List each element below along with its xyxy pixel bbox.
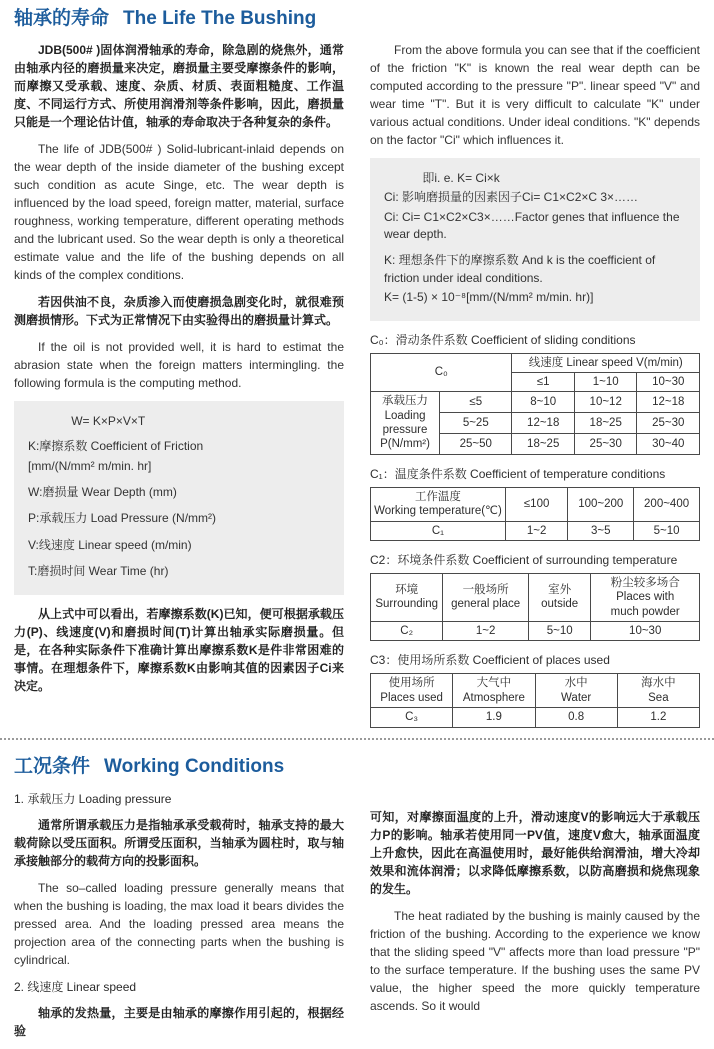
c3-value: 0.8 [535, 708, 617, 727]
c1-label-cell [371, 487, 506, 521]
c1-row-label: C₁ [371, 521, 506, 540]
c2-header-cell [591, 573, 700, 621]
c3-header-cn: 水中 [564, 677, 588, 690]
table-row [371, 487, 700, 521]
c3-header-cell [617, 674, 699, 708]
table-row [371, 392, 700, 413]
formula-t-line: T:磨损时间 Wear Time (hr) [28, 564, 169, 579]
factor-line-ci-en: Ci: Ci= C1×C2×C3×……Factor genes that influence the wear depth. [384, 209, 680, 241]
formula-w-line: W:磨损量 Wear Depth (mm) [28, 484, 177, 499]
c1-label-en: Working temperature(℃) [374, 505, 502, 518]
paragraph-loading-pressure-cn: 通常所谓承载压力是指轴承承受载荷时，轴承支持的最大载荷除以受压面积。所谓受压面积，当轴承为圆柱时，取与轴承接触部分的载荷方向的投影面积。 [14, 818, 344, 869]
c0-cell: 25~30 [574, 433, 637, 454]
c0-cell: 25~30 [637, 413, 700, 434]
c3-header-cell [535, 674, 617, 708]
paragraph-loading-pressure-en: The so–called loading pressure generally means that when the bushing is loading, the max load it bears divides the pressed area. And the loading pressed area means the projection area of the connecting parts when the bushing is cylindrical. [14, 881, 344, 968]
table-row [371, 708, 700, 727]
c1-value: 1~2 [505, 521, 568, 540]
c3-header-en: Water [561, 691, 592, 704]
c0-cell: 18~25 [574, 413, 637, 434]
table-c3 [370, 673, 700, 727]
c0-speed-col: 1~10 [574, 372, 637, 391]
section2-title-en: Working Conditions [104, 755, 285, 777]
c0-pressure-label [371, 392, 440, 455]
section2-columns [14, 788, 700, 1049]
c2-header-en: general place [451, 598, 521, 611]
table-row [371, 622, 700, 641]
c1-col: 100~200 [568, 487, 634, 521]
section1-title [14, 8, 700, 31]
c0-cell: 12~18 [637, 392, 700, 413]
section2-title-cn: 工况条件 [14, 755, 91, 777]
c3-header-cn: 使用场所 [388, 677, 435, 690]
table-c1-title: C₁：温度条件系数 Coefficient of temperature conditions [370, 466, 666, 481]
c2-header-cell [528, 573, 591, 621]
section2-left-column [14, 788, 344, 1049]
c1-value: 3~5 [568, 521, 634, 540]
item-heading-linear-speed: 2. 线速度 Linear speed [14, 980, 137, 995]
c3-header-cell [371, 674, 453, 708]
c0-corner-cell: C₀ [371, 353, 512, 392]
item-heading-loading-pressure: 1. 承载压力 Loading pressure [14, 792, 172, 807]
c2-header-en: Places with [616, 591, 675, 604]
paragraph-speed-effect-cn: 可知，对摩擦面温度的上升，滑动速度V的影响远大于承载压力P的影响。轴承若使用同一PV值，速度V愈大，轴承面温度上升愈快，因此在高温使用时，最好能供给润滑油，增大冷却效果和流体润滑；以求降低摩擦系数，以防高磨损和烧焦现象的发生。 [370, 810, 700, 897]
table-row [371, 674, 700, 708]
paragraph-life-intro-en: The life of JDB(500# ) Solid-lubricant-inlaid depends on the wear depth of the inside diameter of the bushing except such condition as acute Singe, etc. The wear depth is influenced by the load speed, foreign matter, material, surface roughness, working temperature, different operating methods and the lubricant used. So the wear depth is only a theoretical estimate value and the life of the bushing depends on all kinds of the complex conditions. [14, 141, 344, 282]
c1-label-cn: 工作温度 [414, 490, 461, 503]
c2-header-cell [443, 573, 529, 621]
c1-value: 5~10 [634, 521, 700, 540]
paragraph-oil-cn: 若因供油不良，杂质渗入而使磨损急剧变化时，就很难预测磨损情形。下式为正常情况下由实验得出的磨损量计算式。 [14, 294, 344, 327]
c0-cell: 10~12 [574, 392, 637, 413]
c0-cell: 12~18 [512, 413, 575, 434]
formula-p-line: P:承载压力 Load Pressure (N/mm²) [28, 511, 217, 526]
section2-right-column [370, 788, 700, 1024]
section1-title-en: The Life The Bushing [123, 8, 317, 29]
c3-header-en: Places used [380, 691, 443, 704]
c0-speed-header: 线速度 Linear speed V(m/min) [512, 353, 700, 372]
wear-formula: W= K×P×V×T [71, 413, 146, 428]
c2-header-cn: 粉尘较多场合 [610, 576, 680, 589]
c2-header-cell [371, 573, 443, 621]
table-c0-title: C₀：滑动条件系数 Coefficient of sliding conditions [370, 332, 636, 347]
factor-line-k: K: 理想条件下的摩擦系数 And k is the coefficient of friction under ideal conditions. [384, 253, 656, 285]
table-c1 [370, 487, 700, 541]
c0-cell: 18~25 [512, 433, 575, 454]
c0-pressure-label-line: P(N/mm²) [380, 438, 430, 451]
factor-line-ie: 即i. e. K= Ci×k [422, 170, 500, 185]
section1-title-cn: 轴承的寿命 [14, 8, 110, 29]
paragraph-heat-radiated-en: The heat radiated by the bushing is mainly caused by the friction of the bushing. According to the experience we know that the sliding speed "V" affects more than load pressure "P" to the surface temperature. If the bushing uses the same PV value, the higher speed the more quickly temperature ascends. So it would [370, 909, 700, 1014]
c1-col: 200~400 [634, 487, 700, 521]
formula-k-unit: [mm/(N/mm² m/min. hr] [28, 458, 152, 473]
c2-header-en: much powder [610, 605, 680, 618]
c3-header-en: Sea [648, 691, 669, 704]
c0-cell: 5~25 [440, 413, 512, 434]
factor-line-k-value: K= (1-5) × 10⁻⁸[mm/(N/mm² m/min. hr)] [384, 290, 594, 305]
table-c0 [370, 353, 700, 455]
table-row [371, 353, 700, 372]
dotted-divider [0, 738, 714, 740]
table-c2 [370, 573, 700, 642]
c3-row-label: C₃ [371, 708, 453, 727]
c0-cell: ≤5 [440, 392, 512, 413]
catalog-page-section2 [0, 748, 714, 1049]
c2-header-cn: 一般场所 [462, 584, 509, 597]
c3-header-cn: 大气中 [476, 677, 512, 690]
c3-header-cell [453, 674, 535, 708]
table-row [371, 573, 700, 621]
paragraph-linear-speed-cn: 轴承的发热量，主要是由轴承的摩擦作用引起的，根据经验 [14, 1006, 344, 1039]
c0-pressure-label-line: pressure [382, 424, 428, 437]
c2-row-label: C₂ [371, 622, 443, 641]
paragraph-oil-en: If the oil is not provided well, it is hard to estimat the abrasion state when the foreign matters intermingling. the following formula is the computing method. [14, 339, 344, 390]
wear-formula-box [14, 401, 344, 595]
factor-box [370, 158, 700, 321]
c2-value: 1~2 [443, 622, 529, 641]
c2-header-en: outside [541, 598, 579, 611]
c0-cell: 8~10 [512, 392, 575, 413]
table-c3-title: C3：使用场所系数 Coefficient of places used [370, 653, 610, 668]
factor-line-ci-cn: Ci: 影响磨损量的因素因子Ci= C1×C2×C 3×…… [384, 190, 639, 205]
c2-header-cn: 室外 [548, 584, 572, 597]
paragraph-conclusion-cn: 从上式中可以看出，若摩擦系数(K)已知，便可根据承载压力(P)、线速度(V)和磨损时间(T)计算出轴承实际磨损量。但是，在各种实际条件下准确计算出摩擦系数K是件非常困难的事情。在理想条件下，摩擦系数K由影响其值的因素因子Ci来决定。 [14, 606, 344, 693]
table-row [371, 521, 700, 540]
c0-speed-col: 10~30 [637, 372, 700, 391]
c3-value: 1.9 [453, 708, 535, 727]
formula-v-line: V:线速度 Linear speed (m/min) [28, 537, 192, 552]
c0-pressure-label-line: Loading [384, 409, 426, 422]
c1-col: ≤100 [505, 487, 568, 521]
section1-right-column [370, 41, 700, 728]
section1-left-column [14, 41, 344, 704]
c2-header-cn: 环境 [395, 584, 419, 597]
c2-value: 10~30 [591, 622, 700, 641]
c3-header-en: Atmosphere [462, 691, 525, 704]
c0-speed-col: ≤1 [512, 372, 575, 391]
c2-header-en: Surrounding [375, 598, 439, 611]
table-c2-title: C2：环境条件系数 Coefficient of surrounding temperature [370, 552, 678, 567]
section1-columns [14, 41, 700, 728]
c0-pressure-label-line: 承载压力 [382, 395, 429, 408]
section2-title [14, 756, 700, 779]
c0-cell: 25~50 [440, 433, 512, 454]
paragraph-formula-explain-en: From the above formula you can see that if the coefficient of the friction "K" is known the real wear depth can be computed according to the pressure "P". linear speed "V" and wear time "T". But it is very difficult to calculate "K" under various actual conditions. Under ideal conditions. "K" depends on the factor "Ci" which influences it. [370, 42, 700, 147]
c2-value: 5~10 [528, 622, 591, 641]
c3-header-cn: 海水中 [641, 677, 676, 690]
c0-cell: 30~40 [637, 433, 700, 454]
paragraph-life-intro-cn: JDB(500# )固体润滑轴承的寿命，除急剧的烧焦外，通常由轴承内径的磨损量来决定，磨损量主要受摩擦条件的影响，而摩擦又受承载、速度、杂质、材质、表面粗糙度、工作温度、不同运行方式、所使用润滑剂等条件影响，因此，磨损量只能是一个理论估计值，轴承的寿命取决于各种复杂的条件。 [14, 42, 344, 129]
c3-value: 1.2 [617, 708, 699, 727]
formula-k-line: K:摩擦系数 Coefficient of Friction [28, 439, 204, 454]
